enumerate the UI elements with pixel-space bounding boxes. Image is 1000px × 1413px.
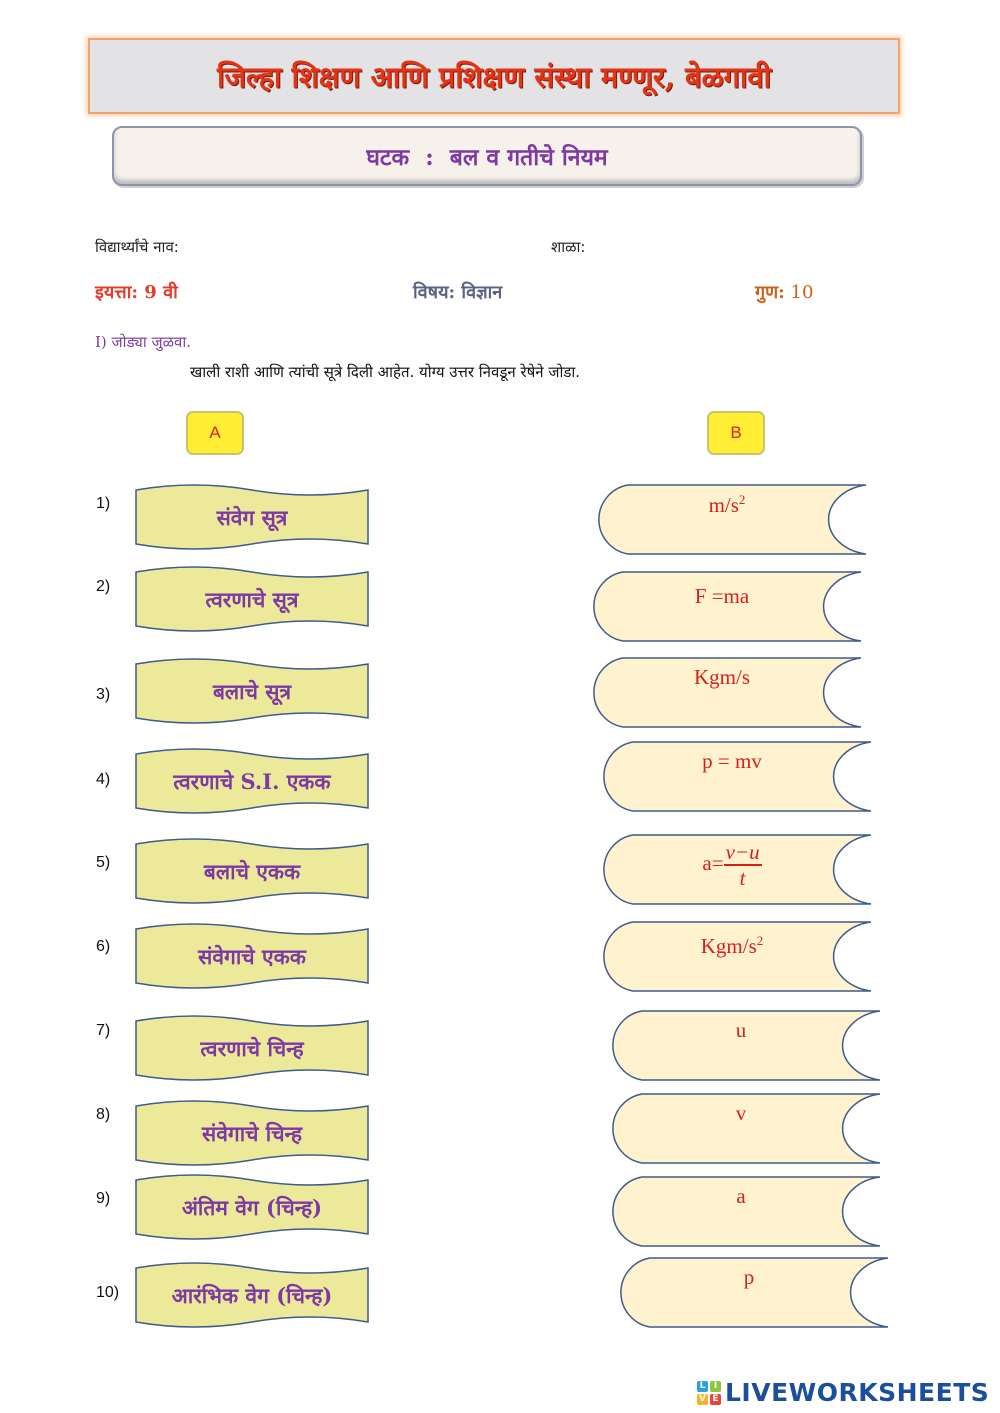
grade-text: इयत्ता: 9 वी xyxy=(95,282,178,303)
right-item-9[interactable] xyxy=(606,1176,896,1248)
right-item-2[interactable] xyxy=(587,571,877,643)
left-item-2[interactable] xyxy=(134,564,370,636)
right-item-text xyxy=(597,840,867,890)
left-item-6[interactable] xyxy=(134,921,370,993)
item-number-10: 10) xyxy=(96,1284,120,1301)
item-number-4: 4) xyxy=(96,771,111,788)
logo-letter: I xyxy=(710,1381,721,1392)
right-item-5[interactable] xyxy=(597,834,887,906)
right-item-6[interactable] xyxy=(597,921,887,993)
left-item-4[interactable] xyxy=(134,746,370,818)
column-a-header: A xyxy=(186,411,244,455)
question-instruction: खाली राशी आणि त्यांची सूत्रे दिली आहेत. योग्य उत्तर निवडून रेषेने जोडा. xyxy=(190,363,581,381)
left-item-text: त्वरणाचे सूत्र xyxy=(205,587,299,612)
logo-letter: E xyxy=(710,1394,721,1405)
left-item-text: आरंभिक वेग (चिन्ह) xyxy=(171,1283,333,1308)
marks-text xyxy=(755,280,813,304)
left-item-7[interactable] xyxy=(134,1013,370,1085)
formula-numerator: v−u xyxy=(725,840,760,864)
left-item-8[interactable] xyxy=(134,1098,370,1170)
left-item-text: संवेग सूत्र xyxy=(216,505,288,530)
formula-lhs: a= xyxy=(702,850,724,875)
left-item-3[interactable] xyxy=(134,656,370,728)
left-item-text: संवेगाचे चिन्ह xyxy=(202,1121,302,1146)
right-item-3[interactable] xyxy=(587,657,877,729)
right-item-base: Kgm/s xyxy=(700,934,757,958)
right-item-7[interactable] xyxy=(606,1010,896,1082)
student-name-label: विद्यार्थ्यांचे नाव: xyxy=(95,238,179,256)
right-item-text: p xyxy=(743,1265,755,1289)
item-number-2: 2) xyxy=(96,578,111,595)
left-item-text: संवेगाचे एकक xyxy=(198,944,306,969)
right-item-text xyxy=(592,492,862,518)
right-item-10[interactable] xyxy=(614,1257,904,1329)
item-number-1: 1) xyxy=(96,495,111,512)
liveworksheets-logo xyxy=(697,1378,989,1407)
left-item-text: बलाचे सूत्र xyxy=(212,679,292,704)
left-item-text: त्वरणाचे चिन्ह xyxy=(200,1036,304,1061)
marks-label: गुण: xyxy=(755,282,785,303)
left-item-9[interactable] xyxy=(134,1172,370,1244)
right-item-8[interactable] xyxy=(606,1093,896,1165)
item-number-6: 6) xyxy=(96,938,111,955)
right-item-text: p = mv xyxy=(702,749,762,773)
logo-letter: V xyxy=(697,1394,708,1405)
item-number-5: 5) xyxy=(96,854,111,871)
right-item-4[interactable] xyxy=(597,741,887,813)
right-item-text: v xyxy=(735,1101,747,1125)
right-item-text xyxy=(597,933,867,959)
right-item-sup: 2 xyxy=(756,933,764,948)
right-item-text: u xyxy=(735,1018,747,1042)
left-item-text: बलाचे एकक xyxy=(203,859,301,884)
item-number-8: 8) xyxy=(96,1106,111,1123)
column-b-header: B xyxy=(707,411,765,455)
left-item-1[interactable] xyxy=(134,482,370,554)
marks-value: 10 xyxy=(790,282,814,303)
left-item-text: त्वरणाचे S.I. एकक xyxy=(173,769,331,794)
left-item-10[interactable] xyxy=(134,1260,370,1332)
right-item-text: Kgm/s xyxy=(693,665,750,689)
right-item-1[interactable] xyxy=(592,484,882,556)
item-number-9: 9) xyxy=(96,1190,111,1207)
unit-box xyxy=(112,126,862,186)
right-item-sup: 2 xyxy=(738,492,746,507)
item-number-3: 3) xyxy=(96,686,111,703)
left-item-text: अंतिम वेग (चिन्ह) xyxy=(181,1195,323,1220)
formula-fraction xyxy=(724,840,762,890)
right-item-text: a xyxy=(736,1184,746,1208)
unit-title: घटक : बल व गतीचे नियम xyxy=(366,144,608,171)
institute-banner xyxy=(88,38,900,114)
item-number-7: 7) xyxy=(96,1022,111,1039)
school-label: शाळा: xyxy=(551,238,586,256)
institute-title: जिल्हा शिक्षण आणि प्रशिक्षण संस्था मण्णूर, बेळगावी xyxy=(216,59,772,94)
question-heading: I) जोड्या जुळवा. xyxy=(95,333,192,351)
subject-text: विषय: विज्ञान xyxy=(413,282,503,303)
logo-letter: L xyxy=(697,1381,708,1392)
left-item-5[interactable] xyxy=(134,836,370,908)
formula-denominator: t xyxy=(739,866,746,890)
brand-name: LIVEWORKSHEETS xyxy=(725,1378,990,1407)
right-item-base: m/s xyxy=(708,493,739,517)
right-item-text: F =ma xyxy=(694,584,750,608)
logo-icon xyxy=(697,1381,721,1405)
